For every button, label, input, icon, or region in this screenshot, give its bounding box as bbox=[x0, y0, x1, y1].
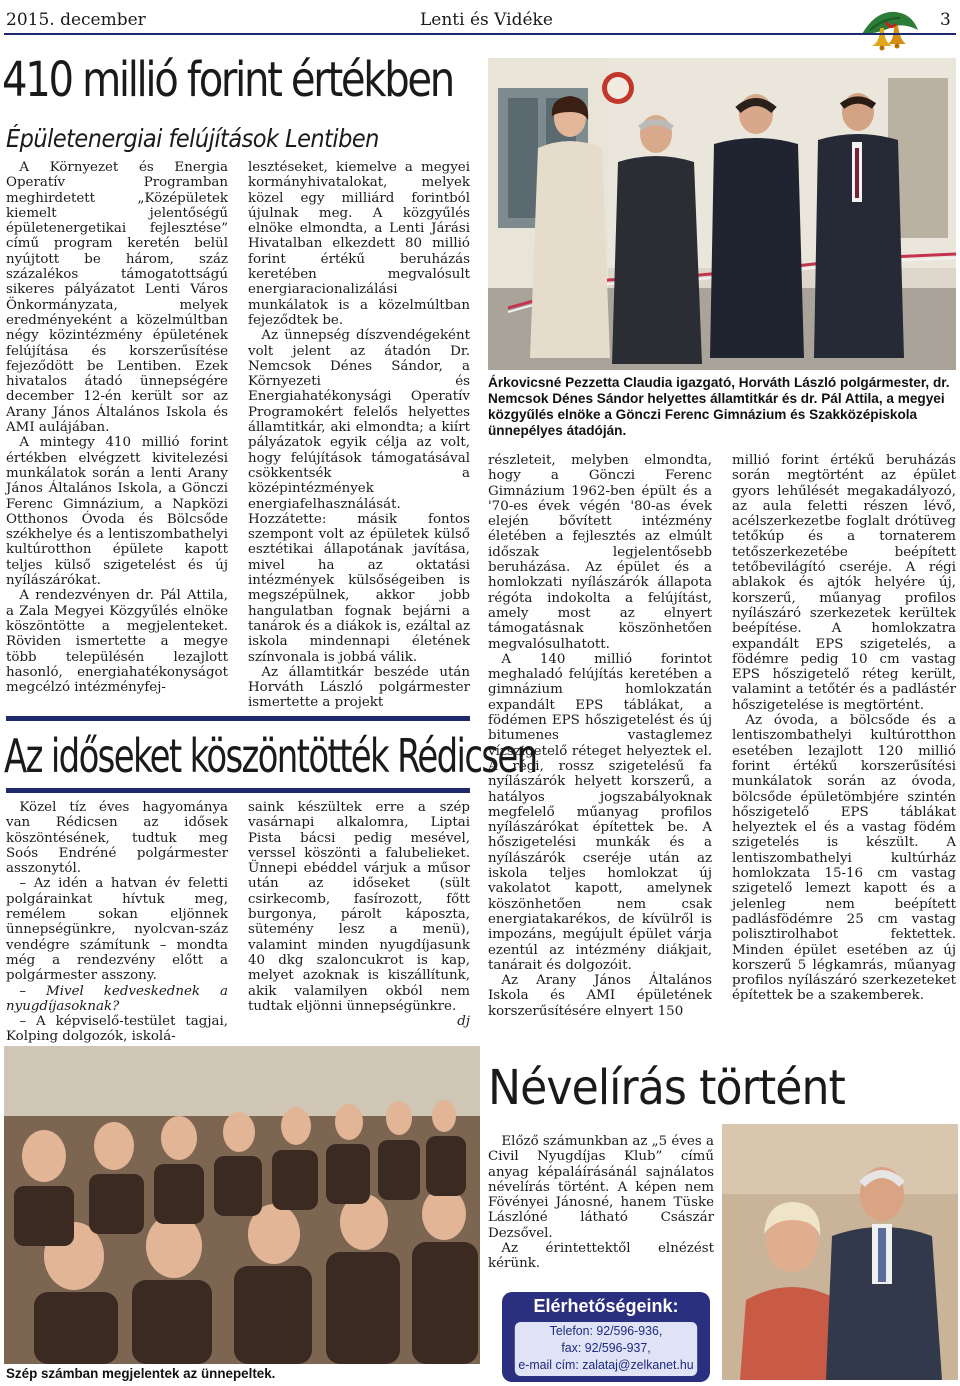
contact-ad bbox=[502, 1292, 710, 1382]
paragraph: Az érintettektől elnézést kérünk. bbox=[488, 1241, 714, 1272]
article-title: 410 millió forint értékben bbox=[2, 52, 453, 108]
paragraph: millió forint értékű beruházás során megtörtént az épület gyors lehűlését megakadályozó, az aula feletti részen lévő, acélszerkezetbe foglalt drótüveg tetőkúp és a tornaterem tetőszerkezetébe beépített tetőbevilágító cseréje. A régi ablakok és ajtók helyére új, korszerű, műanyag profilos nyílászáró szerkezetek kerültek beépítése. A homlokzatra expandált EPS szigetelés, a födémre pedig 10 cm vastag EPS hőszigetelő réteg került, valamint a tetőtér és a padlástér hőszigetelése is megtörtént. bbox=[732, 453, 956, 713]
article-title: Névelírás történt bbox=[488, 1060, 845, 1116]
paragraph: A rendezvényen dr. Pál Attila, a Zala Megyei Közgyűlés elnöke köszöntötte a megjelenteket. Röviden ismertette a megye több településén lezajlott hasonló, energiahatékonyságot megcélzó intézményfej- bbox=[6, 588, 228, 696]
audience-illustration bbox=[4, 1046, 480, 1364]
paragraph: – A képviselő-testület tagjai, Kolping dolgozók, iskolá- bbox=[6, 1014, 228, 1045]
paragraph: Az óvoda, a bölcsőde és a lentiszombathelyi kultúrotthon esetében lezajlott 120 millió forint értékű korszerűsítési munkálatok során az óvoda, bölcsőde épületömbjére szintén hőszigetelő EPS táblákat helyeztek el és a vastag födém szigetelés is készült. A lentiszombathelyi kultúrház homlokzata 15-16 cm vastag szigetelő lemezt kapott és a jelenleg nem beépített padlásfödémre 25 cm vastag polisztirolhabot fektettek. Minden épület esetében az új korszerű 5 légkamrás, műanyag profilos nyílászáró szerkezeteket építettek be a szakemberek. bbox=[732, 713, 956, 1004]
article2-column-1 bbox=[6, 800, 228, 1045]
photo-caption: Árkovicsné Pezzetta Claudia igazgató, Horváth László polgármester, dr. Nemcsok Dénes Sándor helyettes államtitkár és dr. Pál Attila, a megyei közgyűlés elnöke a Gönczi Ferenc Gimnázium és Szakközépiskola ünnepélyes átadóján. bbox=[488, 375, 950, 438]
ad-email[interactable]: e-mail cím: zalataj@zelkanet.hu bbox=[518, 1357, 694, 1372]
ad-title: Elérhetőségeink: bbox=[533, 1296, 679, 1316]
section-rule bbox=[6, 716, 470, 721]
page-number: 3 bbox=[940, 10, 951, 30]
paragraph: A 140 millió forintot meghaladó felújítás keretében a gimnázium homlokzatán expandált EPS táblákat, a födémen EPS hőszigetelést és új bitumenes vastaglemez vízszigetelő réteget helyeztek el. A régi, rossz szigetelésű fa nyílászárók helyett korszerű, a hatályos jogszabályoknak megfelelő műanyag profilos nyílászárókat építettek be. A hőszigetelési munkák és a nyílászárók cseréje után az iskola teljes homlokzat új vakolatot kapott, amelynek köszönhetően nem csak energiatakarékos, de kívülről is impozáns, megújult épület várja ezentúl az intézmény diákjait, tanárait és dolgozóit. bbox=[488, 651, 712, 973]
ad-phone: Telefon: 92/596-936, bbox=[549, 1323, 663, 1338]
photo-caption: Szép számban megjelentek az ünnepeltek. bbox=[6, 1366, 276, 1381]
page-header bbox=[0, 8, 960, 32]
question: – Mivel kedveskednek a nyugdíjasoknak? bbox=[6, 983, 228, 1014]
couple-photo bbox=[722, 1124, 958, 1380]
paragraph: Az Arany János Általános Iskola és AMI épületének korszerűsítésére elnyert 150 bbox=[488, 973, 712, 1019]
header-rule bbox=[4, 33, 956, 35]
article1-column-4 bbox=[732, 453, 956, 1004]
author-signature: dj bbox=[457, 1014, 470, 1030]
paragraph: saink készültek erre a szép vasárnapi alkalomra, Liptai Pista bácsi pedig mesével, verssel köszönti a falubelieket. Ünnepi ebéddel várjuk a műsor után az időseket (sült csirkecomb, fasírozott, főtt burgonya, párolt káposzta, sütemény lesz a menü), valamint minden nyugdíjasunk 40 dkg szaloncukrot is kap, melyet azoknak is kiszállítunk, akik valamilyen okból nem tudtak eljönni ünnepségünkre. bbox=[248, 800, 470, 1014]
ribbon-cutting-illustration bbox=[488, 58, 956, 370]
paragraph: A mintegy 410 millió forint értékben elvégzett kivitelezési munkálatok során a lenti Arany János Általános Iskola, a Gönczi Ferenc Gimnázium, a Napközi Otthonos Óvoda és Bölcsőde székhelye és a lentiszombathelyi kultúrotthon épülete kapott teljes külső szigetelést és új nyílászárókat. bbox=[6, 435, 228, 589]
article-title: Az időseket köszöntötték Rédicsen bbox=[4, 729, 537, 783]
couple-illustration bbox=[722, 1124, 958, 1380]
ribbon-cutting-photo bbox=[488, 58, 956, 370]
paragraph: Közel tíz éves hagyománya van Rédicsen az idősek köszöntésének, tudtuk meg Soós Endréné polgármester asszonytól. bbox=[6, 800, 228, 877]
newspaper-name: Lenti és Vidéke bbox=[420, 10, 553, 30]
article3-text bbox=[488, 1134, 714, 1272]
section-rule bbox=[6, 788, 470, 793]
christmas-bells-icon bbox=[856, 4, 922, 52]
article1-column-1 bbox=[6, 160, 228, 695]
paragraph: részleteit, melyben elmondta, hogy a Gönczi Ferenc Gimnázium 1962-ben épült és a '70-es évek végén '80-as évek elején bővített intézmény életében a fejlesztés az elmúlt időszak legjelentősebb beruházása. Az épület és a homlokzati nyílászárók állapota régóta indokolta a felújítást, amely most az elnyert támogatásnak köszönhetően megvalósulhatott. bbox=[488, 453, 712, 652]
paragraph: Az ünnepség díszvendégeként volt jelent az átadón Dr. Nemcsok Dénes Sándor, a Környezeti és Energiahatékonysági Operatív Programokért felelős helyettes államtitkár, aki elmondta; a kiírt pályázatok egyik célja az volt, hogy felújítások támogatásával csökkentsék a középintézmények energiafelhasználását. Hozzátette: másik fontos szempont volt az épületek külső esztétikai állapotának javítása, mivel ha az oktatási intézmények külsőségeiben is megszépülnek, akkor jobb hangulatban fognak bejárni a tanárok és a diákok is, ezáltal az iskola mindennapi életének színvonala is jobbá válik. bbox=[248, 328, 470, 665]
article1-column-2 bbox=[248, 160, 470, 711]
article-subtitle: Épületenergiai felújítások Lentiben bbox=[6, 124, 379, 153]
paragraph: A Környezet és Energia Operatív Programban meghirdetett „Középületek kiemelt jelentőségű épületenergetikai fejlesztése” című program keretén belül nyújtott be három, száz százalékos támogatottságú sikeres pályázatot Lenti Város Önkormányzata, melyek eredményeként a közelmúltban négy közintézmény épületének felújítása és korszerűsítése fejeződött be Lentiben. Ezek hivatalos átadó ünnepségére december 12-én került sor az Arany János Általános Iskola és AMI aulájában. bbox=[6, 160, 228, 436]
issue-date: 2015. december bbox=[6, 10, 146, 30]
paragraph: Előző számunkban az „5 éves a Civil Nyugdíjas Klub” című anyag képaláírásánál sajnálatos névelírás történt. A képen nem Fövényei Jánosné, hanem Tüske Lászlóné látható Császár Dezsővel. bbox=[488, 1134, 714, 1241]
paragraph: – Az idén a hatvan év feletti polgárainkat hívtuk meg, remélem sokan eljönnek ünnepségünkre, nyolcvan-száz vendégre számítunk – mondta még a rendezvény előtt a polgármester asszony. bbox=[6, 876, 228, 984]
ad-fax: fax: 92/596-937, bbox=[561, 1340, 651, 1355]
seniors-photo bbox=[4, 1046, 480, 1364]
article2-column-2 bbox=[248, 800, 470, 1029]
paragraph: Az államtitkár beszéde után Horváth László polgármester ismertette a projekt bbox=[248, 664, 470, 711]
paragraph: lesztéseket, kiemelve a megyei kormányhivatalokat, melyek közel egy milliárd forintból újulnak meg. A közgyűlés elnöke elmondta, a Lenti Járási Hivatalban elkezdett 80 millió forint értékű beruházás keretében megvalósult energiaracionalizálási munkálatok is a közelmúltban fejeződtek be. bbox=[248, 160, 470, 328]
ad-body bbox=[515, 1322, 697, 1376]
